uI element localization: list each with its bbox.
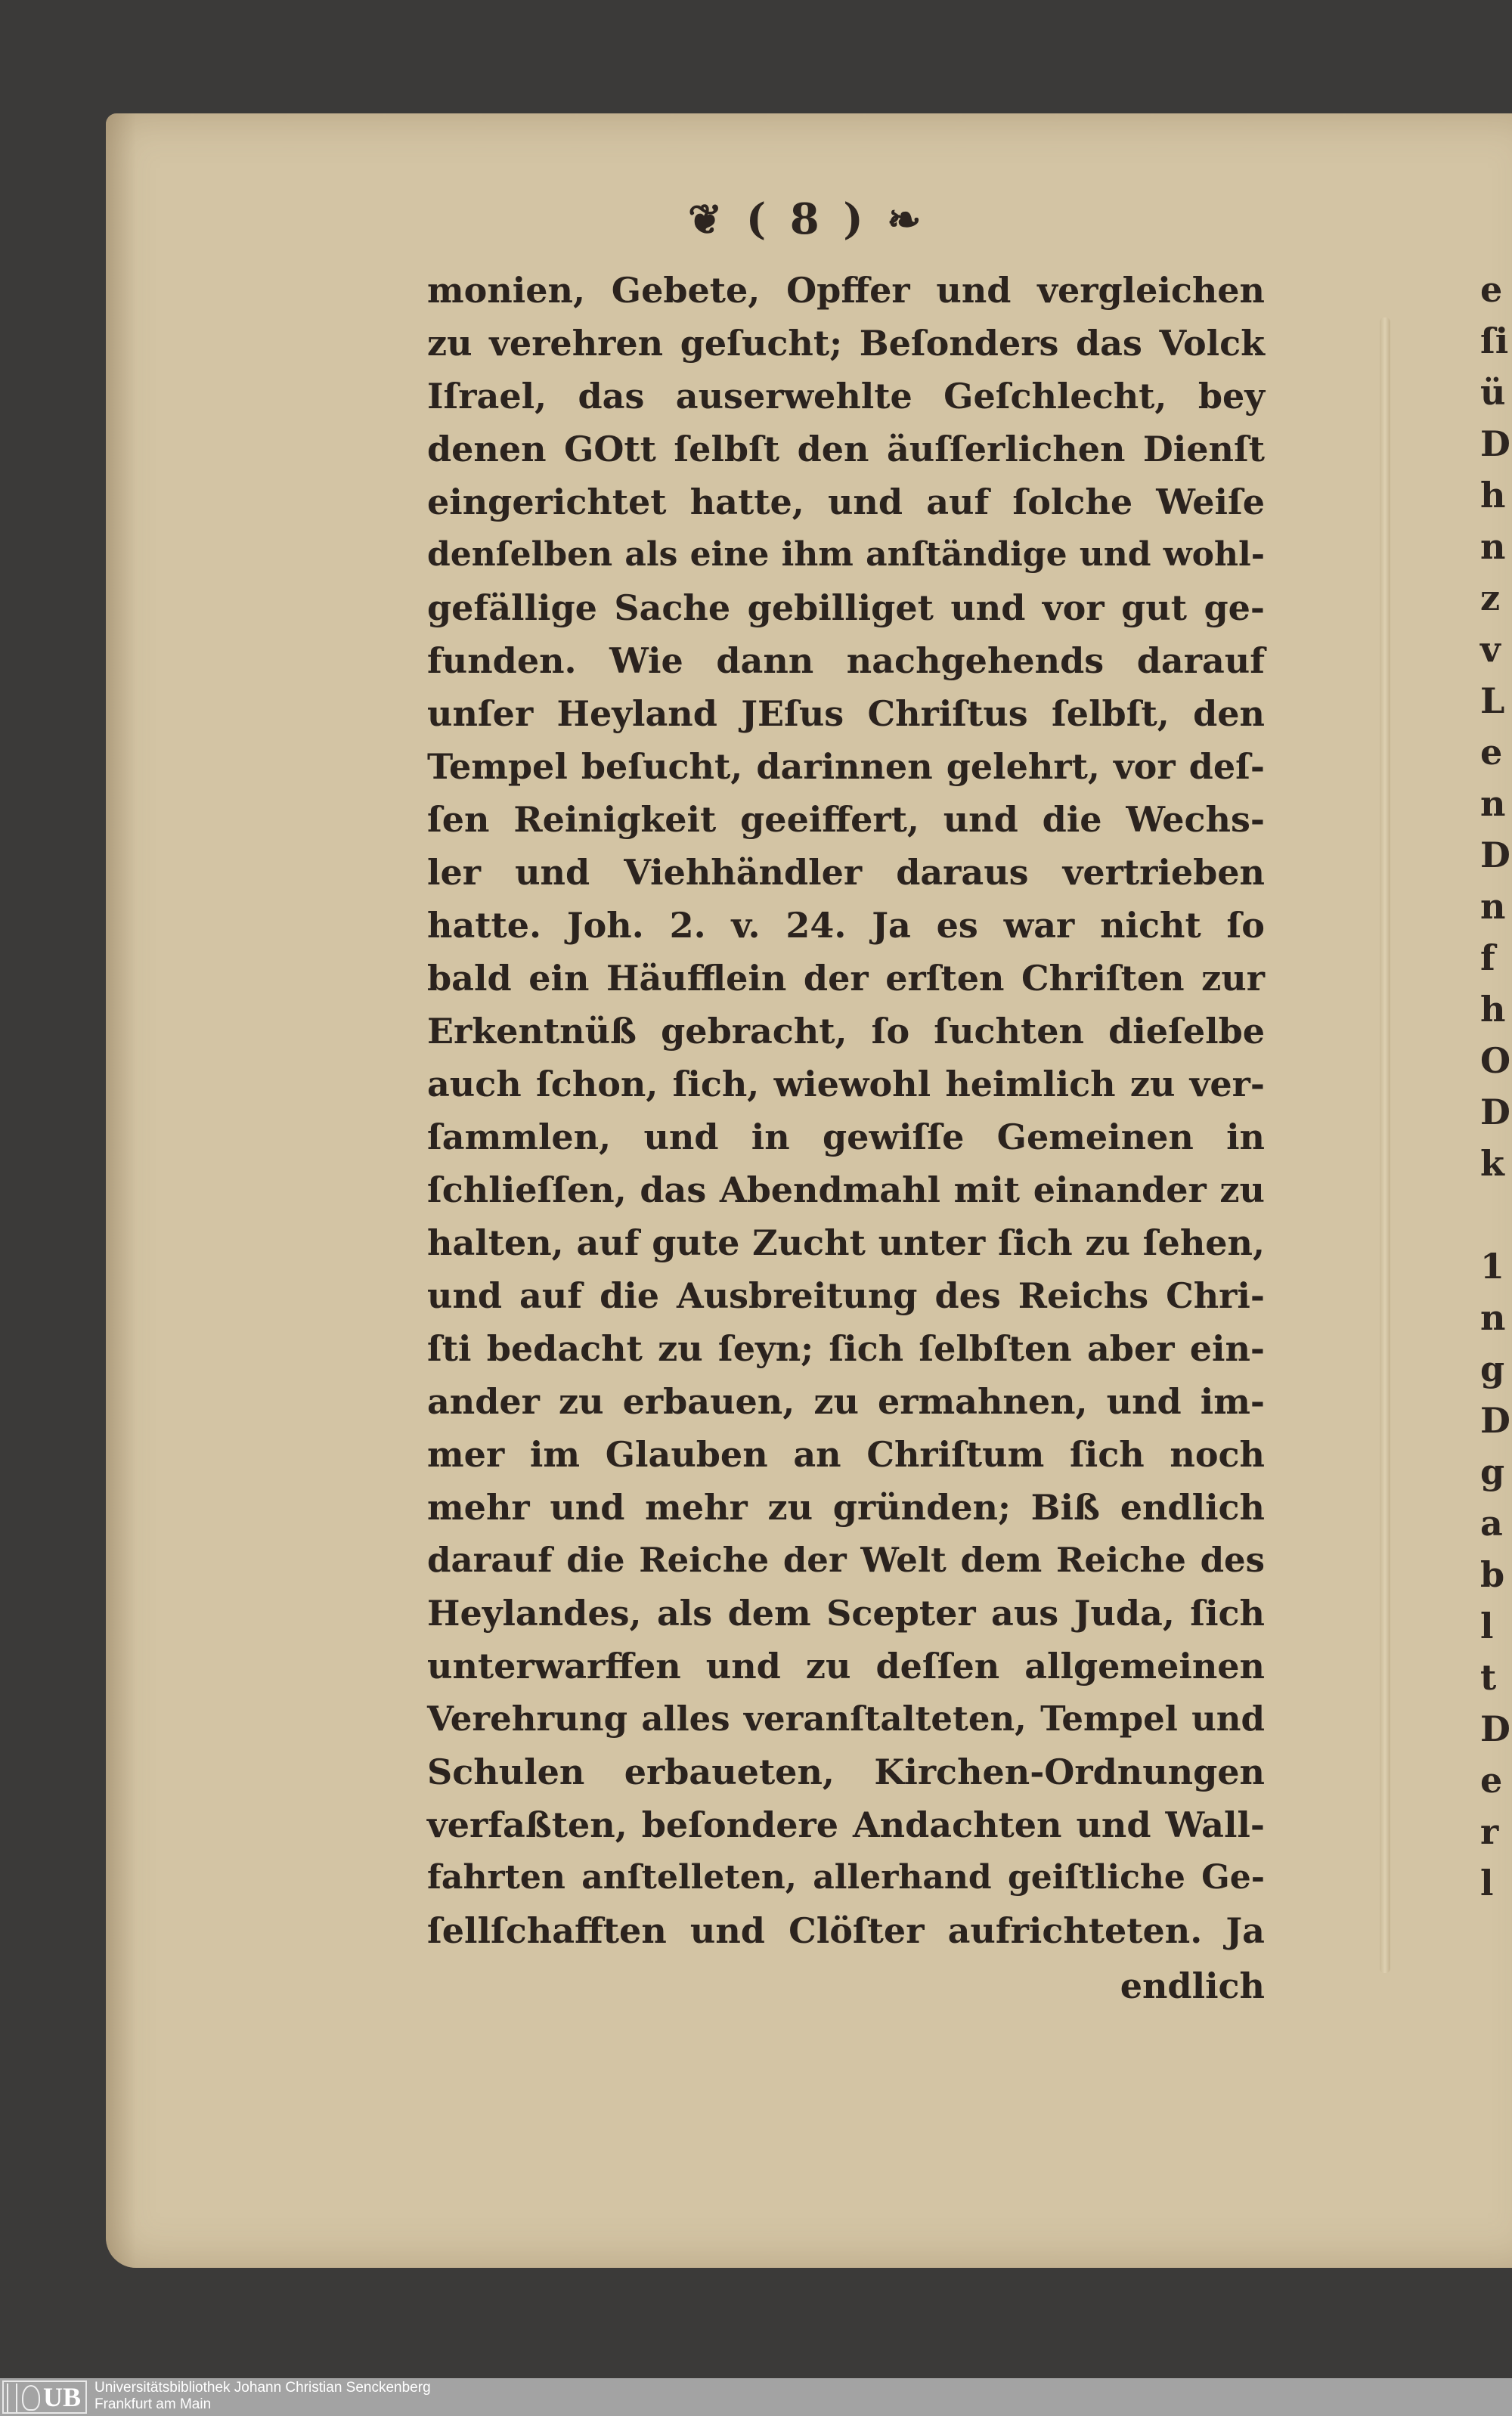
fragment-letter: D [1480, 1708, 1510, 1749]
text-line-content: fahrten anſtelleten, allerhand geiſtliche Ge- [427, 1858, 1265, 1897]
text-line [427, 793, 1265, 846]
text-line [427, 581, 1265, 634]
text-line [427, 687, 1265, 740]
text-line-content: denſelben als eine ihm anſtändige und wohl- [427, 535, 1265, 574]
fragment-letter: D [1480, 1092, 1510, 1132]
fragment-letter: n [1480, 1297, 1506, 1338]
fragment-letter: k [1480, 1143, 1504, 1184]
text-line-content: ſti bedacht zu ſeyn; ſich ſelbſten aber ein- [427, 1328, 1265, 1369]
fragment-letter: D [1480, 423, 1510, 464]
text-line [427, 528, 1265, 581]
text-line [427, 264, 1265, 317]
text-line-content: hatte. Joh. 2. v. 24. Ja es war nicht ſo [427, 905, 1265, 946]
text-line [427, 899, 1265, 952]
text-line-content: auch ſchon, ſich, wiewohl heimlich zu ver- [427, 1064, 1265, 1104]
library-name: Universitätsbibliothek Johann Christian Senckenberg [94, 2380, 431, 2396]
fragment-letter: t [1480, 1657, 1497, 1698]
text-line [427, 1269, 1265, 1322]
fragment-letter: 1 [1480, 1246, 1505, 1287]
fragment-letter: l [1480, 1863, 1494, 1903]
text-line [427, 1428, 1265, 1481]
text-line-content: denen GOtt ſelbſt den äuſſerlichen Dienſt [427, 429, 1265, 469]
page-gutter [1380, 317, 1390, 1973]
text-line-content: ander zu erbauen, zu ermahnen, und im- [427, 1381, 1265, 1422]
text-line [427, 1904, 1265, 1957]
text-line [427, 1745, 1265, 1798]
text-line-content: halten, auf gute Zucht unter ſich zu ſehen, [427, 1222, 1265, 1263]
text-line-content: darauf die Reiche der Welt dem Reiche des [427, 1540, 1265, 1580]
text-line [427, 1534, 1265, 1587]
fragment-letter: b [1480, 1554, 1505, 1595]
text-line [427, 1587, 1265, 1640]
portrait-icon [22, 2385, 40, 2411]
text-line-content: monien, Gebete, Opffer und vergleichen [427, 270, 1265, 311]
text-line-content: und auf die Ausbreitung des Reichs Chri- [427, 1275, 1265, 1316]
fragment-letter: e [1480, 269, 1503, 310]
page-number: ( 8 ) [745, 194, 868, 244]
fragment-letter: O [1480, 1040, 1511, 1081]
text-line [427, 1375, 1265, 1428]
text-line [427, 1481, 1265, 1534]
library-logo [2, 2380, 87, 2414]
text-line-content: eingerichtet hatte, und auf ſolche Weiſe [427, 482, 1265, 522]
fragment-letter: D [1480, 835, 1510, 875]
text-line-content: Heylandes, als dem Scepter aus Juda, ſich [427, 1593, 1265, 1634]
footer-bar [0, 2378, 1512, 2416]
next-page-fragment [1480, 264, 1512, 1909]
text-line [427, 1693, 1265, 1745]
text-line [427, 317, 1265, 370]
text-line-content: Schulen erbaueten, Kirchen-Ordnungen [427, 1752, 1265, 1792]
fragment-letter: r [1480, 1811, 1499, 1852]
fragment-letter: f [1480, 937, 1495, 978]
text-line [427, 475, 1265, 528]
text-line [427, 740, 1265, 793]
text-line [427, 423, 1265, 475]
text-line-content: Iſrael, das auserwehlte Geſchlecht, bey [427, 376, 1265, 417]
footer-text [94, 2380, 431, 2413]
page-header [688, 193, 925, 246]
text-line-content: verfaßten, beſondere Andachten und Wall- [427, 1804, 1265, 1845]
fragment-letter: e [1480, 1760, 1503, 1801]
text-line-content: ſammlen, und in gewiſſe Gemeinen in [427, 1117, 1265, 1157]
library-city: Frankfurt am Main [94, 2396, 212, 2412]
text-line-content: ler und Viehhändler daraus vertrieben [427, 852, 1265, 893]
fragment-letter: g [1480, 1451, 1505, 1492]
text-line [427, 1005, 1265, 1058]
text-line [427, 634, 1265, 687]
text-line [427, 846, 1265, 899]
fragment-letter: ü [1480, 372, 1506, 413]
fragment-letter: ſi [1480, 321, 1509, 361]
fragment-letter: z [1480, 578, 1501, 618]
left-ornament-icon: ❦ [688, 195, 727, 243]
text-line-content: ſen Reinigkeit geeiffert, und die Wechs- [427, 799, 1265, 840]
text-line [427, 1798, 1265, 1851]
fragment-letter: l [1480, 1606, 1494, 1646]
text-line-content: ſchlieſſen, das Abendmahl mit einander zu [427, 1169, 1265, 1210]
fragment-letter: D [1480, 1400, 1510, 1441]
catchword: endlich [1120, 1965, 1265, 2006]
text-line [427, 1163, 1265, 1216]
fragment-letter: e [1480, 732, 1503, 773]
text-line-content: bald ein Häufflein der erſten Chriſten zur [427, 958, 1265, 999]
text-line [427, 952, 1265, 1005]
text-line-content: funden. Wie dann nachgehends darauf [427, 640, 1265, 681]
text-line-content: gefällige Sache gebilliget und vor gut ge- [427, 587, 1265, 628]
text-line-content: Erkentnüß gebracht, ſo ſuchten dieſelbe [427, 1011, 1265, 1052]
text-line [427, 1110, 1265, 1163]
fragment-letter: a [1480, 1503, 1503, 1544]
pillars-icon [7, 2383, 17, 2412]
text-line [427, 1851, 1265, 1904]
text-line [427, 1322, 1265, 1375]
fragment-letter: g [1480, 1349, 1505, 1389]
right-ornament-icon: ❧ [887, 195, 926, 243]
text-line-content: Tempel beſucht, darinnen gelehrt, vor deſ- [427, 746, 1265, 787]
text-line-content: zu verehren geſucht; Beſonders das Volck [427, 323, 1265, 364]
fragment-letter: n [1480, 886, 1506, 927]
text-line-content: ſellſchafften und Clöſter aufrichteten. Ja [427, 1910, 1265, 1951]
text-line-content: mehr und mehr zu gründen; Biß endlich [427, 1487, 1265, 1528]
text-line-content: unterwarffen und zu deſſen allgemeinen [427, 1646, 1265, 1687]
logo-text: UB [42, 2382, 81, 2412]
fragment-letter: h [1480, 989, 1506, 1030]
fragment-letter: L [1480, 680, 1505, 721]
text-line [427, 1058, 1265, 1110]
text-line-content: mer im Glauben an Chriſtum ſich noch [427, 1434, 1265, 1475]
text-line-content: Verehrung alles veranſtalteten, Tempel und [427, 1699, 1265, 1739]
fragment-letter [1480, 1189, 1512, 1241]
fragment-letter: n [1480, 526, 1506, 567]
body-text [427, 264, 1265, 1957]
fragment-letter: h [1480, 475, 1506, 516]
text-line [427, 370, 1265, 423]
fragment-letter: n [1480, 783, 1506, 824]
text-line-content: unſer Heyland JEſus Chriſtus ſelbſt, den [427, 693, 1265, 734]
fragment-letter: v [1480, 629, 1501, 670]
text-line [427, 1640, 1265, 1693]
text-line [427, 1216, 1265, 1269]
